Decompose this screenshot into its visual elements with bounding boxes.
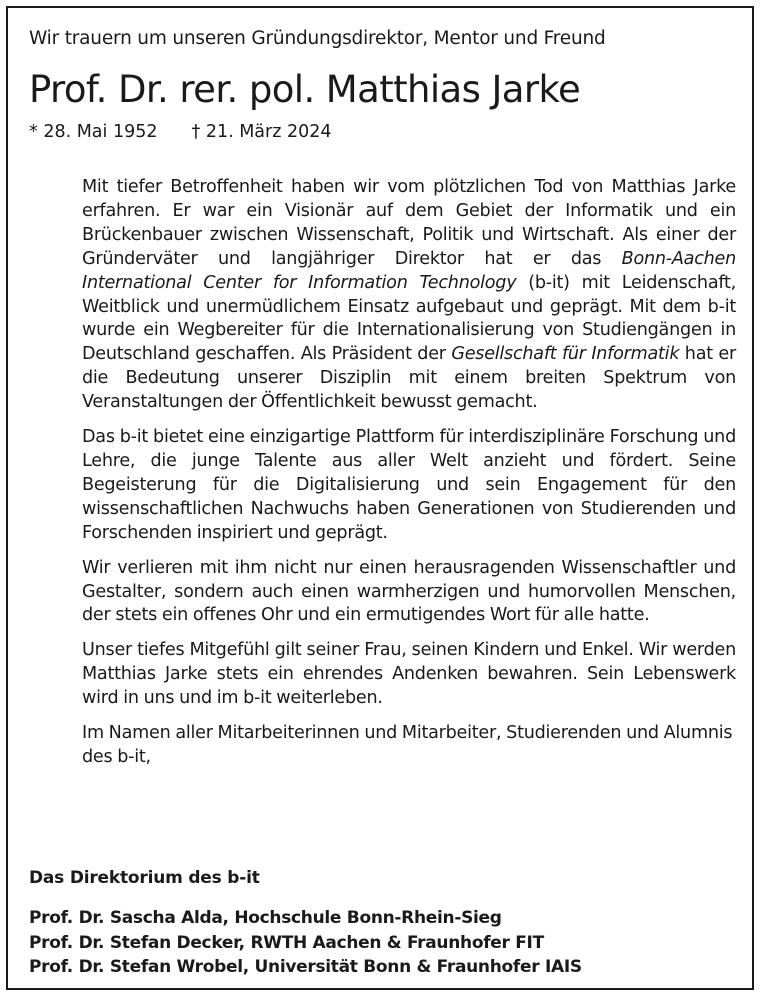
deceased-name: Prof. Dr. rer. pol. Matthias Jarke bbox=[29, 68, 581, 111]
obituary-text bbox=[82, 176, 736, 781]
society-name: Gesellschaft für Informatik bbox=[451, 344, 680, 365]
paragraph-platform: Das b-it bietet eine einzigartige Plattform für interdisziplinäre Forschung und Lehre, die junge Talente aus aller Welt anzieht und fördert. Seine Begeisterung für die Digitalisierung und sein Engagement für den wissenschaftlichen Nachwuchs haben Generationen von Studierenden und Forschenden inspiriert und geprägt. bbox=[82, 427, 736, 543]
paragraph-tribute bbox=[82, 176, 736, 415]
directorate-heading: Das Direktorium des b-it bbox=[29, 868, 260, 888]
life-dates bbox=[29, 120, 332, 144]
signer: Prof. Dr. Stefan Wrobel, Universität Bonn & Fraunhofer IAIS bbox=[29, 957, 582, 977]
paragraph-tribute-part2: (b-it) mit Leidenschaft, Weitblick und unermüdlichem Einsatz aufgebaut und geprägt. Mit dem b-it wurde ein Wegbereiter für die Internationalisierung von Studiengängen in Deutschland geschaffen. Als Präsident der bbox=[82, 272, 736, 365]
paragraph-loss: Wir verlieren mit ihm nicht nur einen herausragenden Wissenschaftler und Gestalter, sondern auch einen warmherzigen und humorvollen Menschen, der stets ein offenes Ohr und ein ermutigendes Wort für alle hatte. bbox=[82, 557, 736, 626]
paragraph-tribute-part3: hat er die Bedeutung unserer Disziplin mit einem breiten Spektrum von Veranstaltungen der Öffentlichkeit bewusst gemacht. bbox=[82, 344, 736, 413]
paragraph-tribute-part1: Mit tiefer Betroffenheit haben wir vom plötzlichen Tod von Matthias Jarke erfahren. Er war ein Visionär auf dem Gebiet der Informatik und ein Brückenbauer zwischen Wissenschaft, Politik und Wirtschaft. Als einer der Gründerväter und langjähriger Direktor hat er das bbox=[82, 177, 736, 269]
paragraph-on-behalf: Im Namen aller Mitarbeiterinnen und Mitarbeiter, Studierenden und Alumnis des b-it, bbox=[82, 723, 733, 767]
paragraph-condolence: Unser tiefes Mitgefühl gilt seiner Frau, seinen Kindern und Enkel. Wir werden Matthias Jarke stets ein ehrendes Andenken bewahren. Sein Lebenswerk wird in uns und im b-it weiterleben. bbox=[82, 640, 736, 709]
institute-full-name: Bonn-Aachen International Center for Information Technology bbox=[82, 248, 736, 293]
intro-line: Wir trauern um unseren Gründungsdirektor, Mentor und Freund bbox=[29, 28, 606, 49]
signers-list bbox=[29, 906, 582, 980]
signer: Prof. Dr. Sascha Alda, Hochschule Bonn-Rhein-Sieg bbox=[29, 908, 502, 928]
signer: Prof. Dr. Stefan Decker, RWTH Aachen & Fraunhofer FIT bbox=[29, 932, 544, 953]
death-date: † 21. März 2024 bbox=[191, 122, 332, 142]
birth-date: * 28. Mai 1952 bbox=[29, 122, 158, 142]
